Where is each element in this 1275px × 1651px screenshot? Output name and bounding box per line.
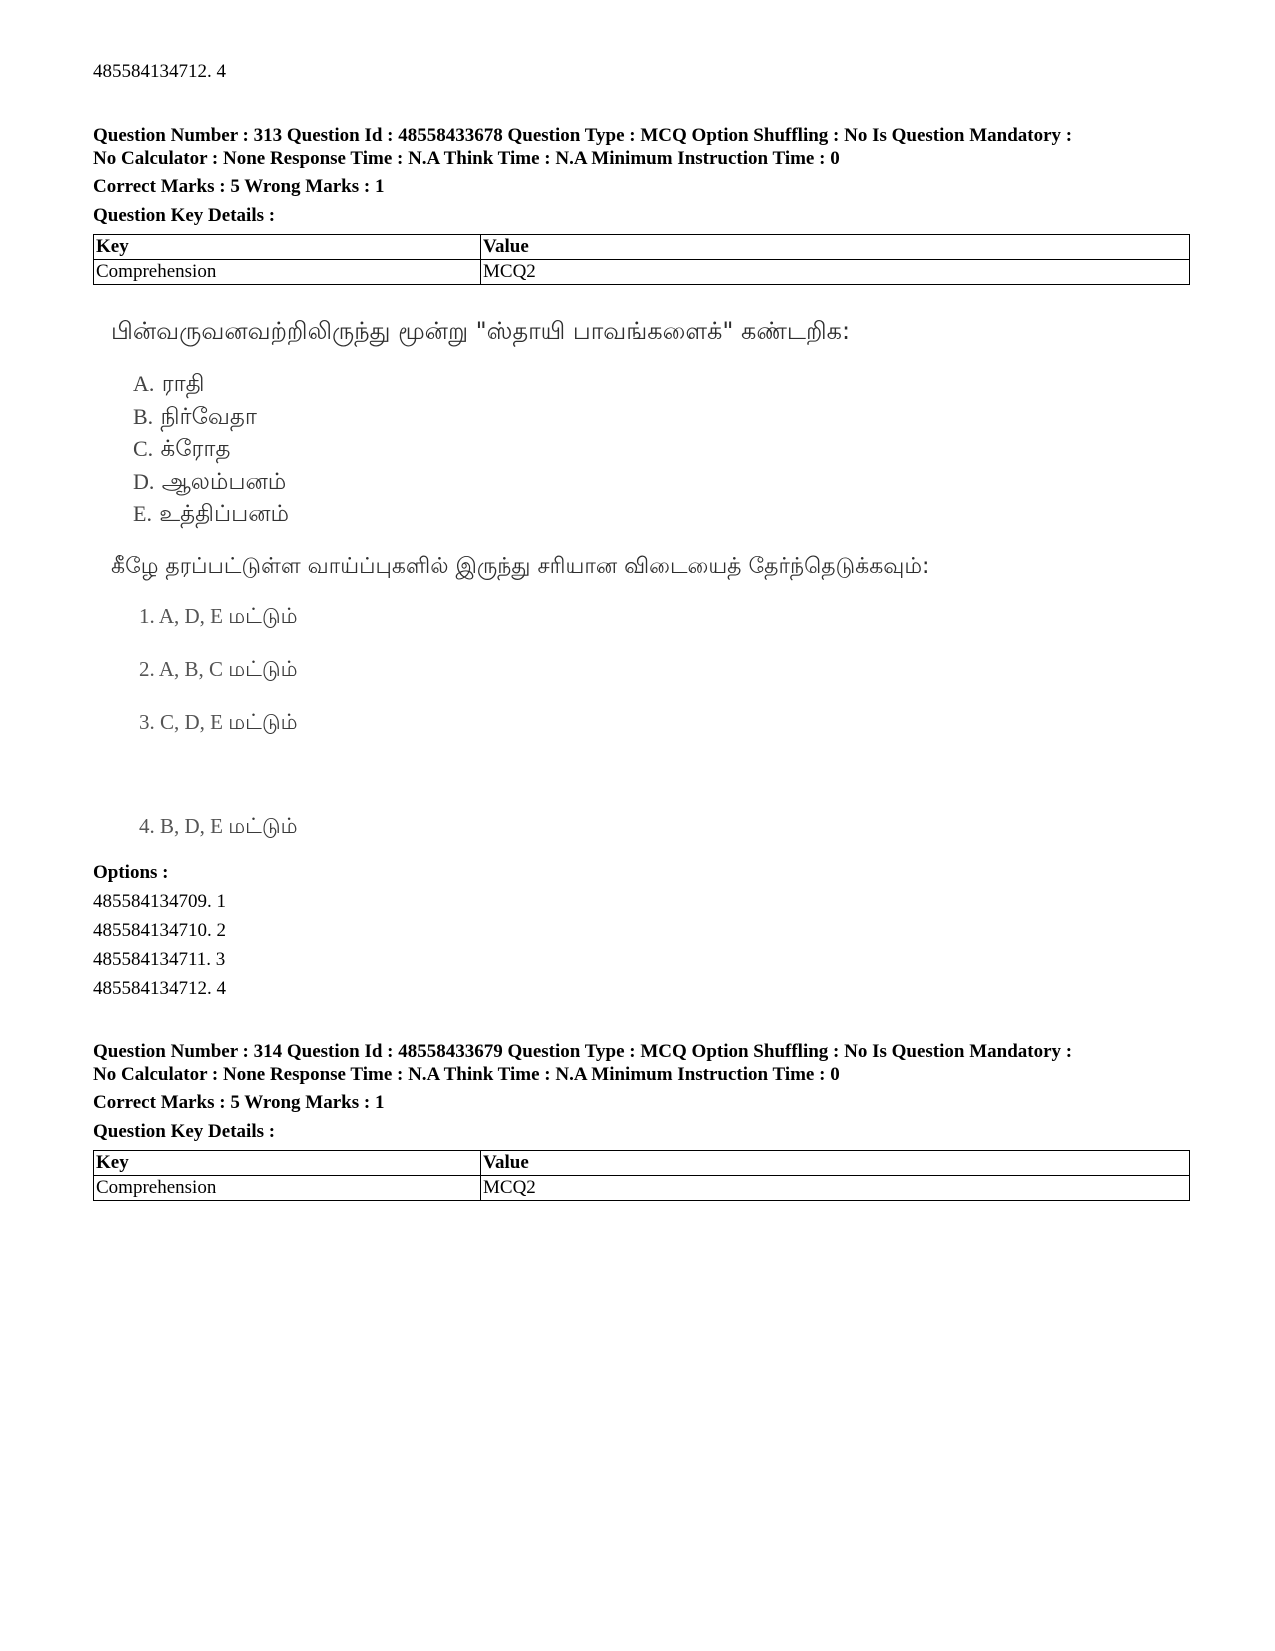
option-line: 485584134709. 1 [93, 891, 226, 912]
table-cell-key: Comprehension [94, 1176, 481, 1201]
statement-letter: E. [133, 501, 152, 526]
previous-option-line: 485584134712. 4 [93, 61, 226, 82]
options-label: Options : [93, 862, 169, 883]
table-row [94, 1176, 1190, 1201]
question-313-content-image [93, 316, 1190, 581]
question-314-header-line2: No Calculator : None Response Time : N.A Think Time : N.A Minimum Instruction Time : 0 [93, 1064, 840, 1085]
statement-text: நிர்வேதா [160, 403, 257, 430]
statement-letter: C. [133, 436, 154, 461]
choice-2 [139, 655, 298, 683]
table-header-row [94, 1151, 1190, 1176]
question-313-header-line1: Question Number : 313 Question Id : 48558433678 Question Type : MCQ Option Shuffling : No Is Question Mandatory : [93, 125, 1073, 146]
statement-letter: A. [133, 371, 155, 396]
table-row [94, 260, 1190, 285]
question-314-key-table [93, 1150, 1190, 1201]
choice-number: 2. A, B, C [139, 657, 224, 681]
statement-text: உத்திப்பனம் [159, 501, 289, 527]
table-cell-key: Comprehension [94, 260, 481, 285]
question-stem: பின்வருவனவற்றிலிருந்து மூன்று "ஸ்தாயி பாவங்களைக்" கண்டறிக: [111, 317, 851, 345]
choice-text: மட்டும் [228, 710, 298, 734]
list-item [133, 401, 1190, 434]
question-313-block [93, 124, 1190, 285]
question-314-key-details-label: Question Key Details : [93, 1121, 276, 1142]
question-313-key-table [93, 234, 1190, 285]
choice-4 [139, 812, 298, 840]
statement-letter: D. [133, 468, 155, 494]
choice-text: மட்டும் [228, 657, 298, 681]
question-instruction: கீழே தரப்பட்டுள்ள வாய்ப்புகளில் இருந்து சரியான விடையைத் தேர்ந்தெடுக்கவும்: [111, 553, 930, 579]
table-cell-value: MCQ2 [481, 1176, 1190, 1201]
statement-text: க்ரோத [160, 436, 231, 462]
table-header-value: Value [481, 1151, 1190, 1176]
statement-list [133, 368, 1190, 531]
option-line: 485584134712. 4 [93, 978, 226, 999]
list-item [133, 498, 1190, 531]
choice-3 [139, 708, 298, 736]
table-header-key: Key [94, 1151, 481, 1176]
choice-number: 1. A, D, E [139, 604, 223, 628]
choice-text: மட்டும் [228, 604, 298, 628]
table-cell-value: MCQ2 [481, 260, 1190, 285]
question-313-header-line2: No Calculator : None Response Time : N.A Think Time : N.A Minimum Instruction Time : 0 [93, 148, 840, 169]
choice-number: 4. B, D, E [139, 814, 223, 838]
list-item [133, 466, 1190, 499]
statement-letter: B. [133, 403, 154, 429]
question-314-block [93, 1040, 1190, 1201]
table-header-row [94, 235, 1190, 260]
list-item [133, 433, 1190, 466]
question-313-marks: Correct Marks : 5 Wrong Marks : 1 [93, 176, 385, 197]
choice-number: 3. C, D, E [139, 710, 223, 734]
question-313-key-details-label: Question Key Details : [93, 205, 276, 226]
statement-text: ராதி [161, 371, 205, 397]
list-item [133, 368, 1190, 401]
choice-1 [139, 602, 298, 630]
table-header-key: Key [94, 235, 481, 260]
choice-text: மட்டும் [228, 814, 298, 838]
option-line: 485584134711. 3 [93, 949, 226, 970]
question-313-options [93, 858, 226, 1003]
question-314-header-line1: Question Number : 314 Question Id : 48558433679 Question Type : MCQ Option Shuffling : No Is Question Mandatory : [93, 1041, 1073, 1062]
statement-text: ஆலம்பனம் [161, 468, 287, 495]
table-header-value: Value [481, 235, 1190, 260]
option-line: 485584134710. 2 [93, 920, 226, 941]
question-314-marks: Correct Marks : 5 Wrong Marks : 1 [93, 1092, 385, 1113]
